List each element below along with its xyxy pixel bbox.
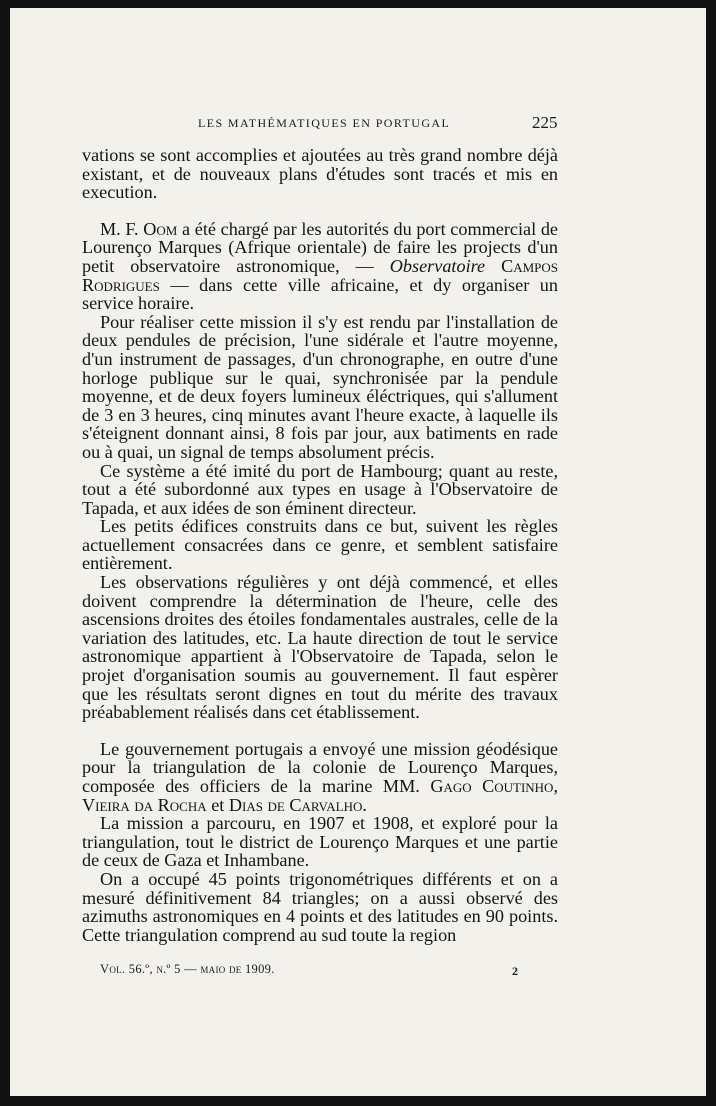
paragraph-5: Les petits édifices construits dans ce but, suivent les règles actuellement consacrées dans ce genre, et semblent satisfaire entièrement. [82, 516, 558, 574]
observatoire-italic: Observatoire [389, 255, 486, 276]
body-text [82, 146, 558, 944]
paragraph-2 [82, 220, 558, 313]
paragraph-7: Le gouvernement portugais a envoyé une mission géodésique pour la triangulation de la colonie de Lourenço Marques, composée des officiers de la marine MM. Gago Coutinho, Vieira da Rocha et Dias de Carvalho. [82, 738, 558, 815]
officer-name-2: Vieira da Rocha [82, 794, 207, 815]
paragraph-1: vations se sont accomplies et ajoutées au très grand nombre déjà existant, et de nouveaux plans d'études sont tracés et mis en execution. [82, 145, 558, 203]
observatory-name: Campos Rodrigues [82, 255, 559, 295]
page-header [10, 113, 706, 138]
officer-name-1: Gago Coutinho [430, 776, 554, 796]
running-title: LES MATHÉMATIQUES EN PORTUGAL [198, 116, 451, 130]
paragraph-7-text: Le gouvernement portugais a envoyé une mission géodésique pour la triangulation de la colonie de Lourenço Marques, composée des officiers de la marine MM. [82, 738, 558, 796]
paragraph-2-text-b: — dans cette ville africaine, et dy organiser un service horaire. [82, 274, 558, 314]
volume-reference: Vol. 56.º, n.º 5 — maio de 1909. [100, 962, 275, 976]
scanned-page [10, 8, 706, 1096]
paragraph-2-text-a: a été chargé par les autorités du port commercial de Lourenço Marques (Afrique orientale) de faire les projects d'un petit observatoire astronomique, — [82, 218, 558, 276]
officer-name-3: Dias de Carvalho [228, 794, 363, 815]
paragraph-8: La mission a parcouru, en 1907 et 1908, et exploré pour la triangulation, tout le district de Lourenço Marques et une partie de ceux de Gaza et Inhambane. [82, 813, 558, 871]
page-number: 225 [532, 113, 558, 132]
paragraph-9: On a occupé 45 points trigonométriques différents et on a mesuré définitivement 84 triangles; on a aussi observé des azimuths astronomiques en 4 points et des latitudes en 90 points. Cette triangulation comprend au sud toute la region [82, 868, 558, 945]
paragraph-7-and: et [206, 794, 229, 815]
paragraph-6: Les observations régulières y ont déjà commencé, et elles doivent comprendre la détermination de l'heure, celle des ascensions droites des étoiles fondamentales australes, celle de la variation des latitudes, etc. La haute direction de tout le service astronomique appartient à l'Observatoire de Tapada, selon le projet d'organisation soumis au gouvernement. Il faut espèrer que les résultats seront dignes en tout du mérite des travaux préabablement réalisés dans cet établissement. [82, 572, 558, 723]
paragraph-3: Pour réaliser cette mission il s'y est rendu par l'installation de deux pendules de précision, l'une sidérale et l'autre moyenne, d'un instrument de passages, d'un chronographe, en outre d'une horloge publique sur le quai, synchronisée par la pendule moyenne, et de deux foyers lumineux éléctriques, qui s'allument de 3 en 3 heures, cinq minutes avant l'heure exacte, à laquelle ils s'éteignent donnant ainsi, 8 fois par jour, aux batiments en rade ou à quai, un signal de temps absolument précis. [82, 311, 558, 462]
page-footer [10, 962, 706, 984]
signature-mark: 2 [512, 964, 518, 978]
person-name: M. F. Oom [100, 218, 178, 239]
paragraph-4: Ce système a été imité du port de Hambourg; quant au reste, tout a été subordonné aux types en usage à l'Observatoire de Tapada, et aux idées de son éminent directeur. [82, 460, 558, 518]
